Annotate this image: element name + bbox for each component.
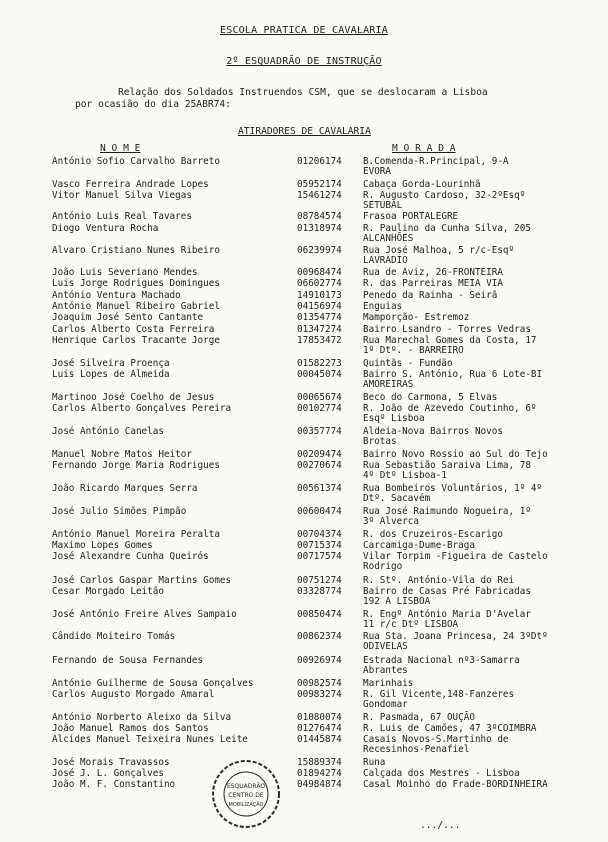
soldier-number: 00561374 [297,483,342,494]
soldier-address-cont: Abrantes [363,665,408,676]
soldier-address: R. Stº. António-Vila do Rei [363,575,515,586]
soldier-number: 00102774 [297,403,342,414]
soldier-number: 00715374 [297,540,342,551]
soldier-number: 00045074 [297,369,342,380]
column-header-address: M O R A D A [392,143,456,154]
stamp-text-bot: MOBILIZAÇÃO [228,802,264,808]
soldier-number: 00862374 [297,631,342,642]
soldier-name: Joaquim José Sento Cantante [52,312,204,323]
soldier-name: José António Canelas [52,426,164,437]
soldier-number: 00968474 [297,267,342,278]
soldier-address: R. Paulino da Cunha Silva, 205 [363,223,531,234]
soldier-name: Cândido Moiteiro Tomás [52,631,176,642]
soldier-name: António Manuel Ribeiro Gabriel [52,301,220,312]
soldier-name: José Silveira Proença [52,358,170,369]
soldier-name: António Sofio Carvalho Barreto [52,156,220,167]
soldier-address: Mamporção- Estremoz [363,312,470,323]
soldier-address-cont: ODIVELAS [363,641,408,652]
soldier-address: R. dos Cruzeiros-Escarigo [363,529,503,540]
soldier-address: R. Gil Vicente,148-Fanzeres [363,689,515,700]
soldier-number: 01080074 [297,712,342,723]
soldier-address-cont: 192 A LISBOA [363,596,431,607]
soldier-number: 01894274 [297,768,342,779]
soldier-address-cont: Dtº. Sacavém [363,493,431,504]
soldier-address: Casais Novos-S.Martinho de [363,734,509,745]
column-header-name: N O M E [100,143,141,154]
soldier-address: Cabaça Gorda-Lourinhã [363,179,481,190]
soldier-number: 01318974 [297,223,342,234]
stamp-text-mid: CENTRO DE [228,792,264,799]
soldier-number: 00270674 [297,460,342,471]
soldier-number: 00850474 [297,609,342,620]
soldier-number: 01445874 [297,734,342,745]
soldier-name: Fernando Jorge Maria Rodrigues [52,460,220,471]
soldier-address-cont: Brotas [363,436,397,447]
soldier-address: Frasoa PORTALEGRE [363,211,459,222]
soldier-address: Bairro Novo Rossio ao Sul do Tejo [363,449,548,460]
soldier-name: Martinoo José Coelho de Jesus [52,392,215,403]
stamp-text-top: ESQUADRÃO [226,783,266,790]
soldier-name: José Carlos Gaspar Martins Gomes [52,575,232,586]
soldier-number: 01347274 [297,324,342,335]
soldier-address: R. das Parreiras MEIA VIA [363,278,503,289]
soldier-address: Rua Sta. Joana Princesa, 24 3ºDtº [363,631,548,642]
soldier-name: José António Freire Alves Sampaio [52,609,237,620]
soldier-number: 08784574 [297,211,342,222]
soldier-name: Vasco Ferreira Andrade Lopes [52,179,209,190]
soldier-number: 00704374 [297,529,342,540]
soldier-address-cont: AMOREIRAS [363,379,414,390]
soldier-number: 06602774 [297,278,342,289]
soldier-number: 00982574 [297,678,342,689]
soldier-address-cont: 1º Dtº. - BARREIRO [363,345,464,356]
soldier-address: Penedo da Rainha - Seirã [363,290,498,301]
soldier-name: Luis Jorge Rodrigues Domingues [52,278,220,289]
soldier-name: João Manuel Ramos dos Santos [52,723,209,734]
soldier-address: B.Comenda-R.Principal, 9-A [363,156,509,167]
soldier-address: Enguias [363,301,403,312]
soldier-name: Maximo Lopes Gomes [52,540,153,551]
soldier-number: 00600474 [297,506,342,517]
soldier-address-cont: ALCANHÕES [363,233,414,244]
soldier-name: Alvaro Cristiano Nunes Ribeiro [52,245,220,256]
soldier-number: 00065674 [297,392,342,403]
soldier-address: R. Engº António Maria D'Avelar [363,609,531,620]
soldier-name: António Luis Real Tavares [52,211,192,222]
soldier-number: 00717574 [297,551,342,562]
soldier-address-cont: Gondomar [363,699,408,710]
soldier-name: José J. L. Gonçalves [52,768,164,779]
soldier-name: Manuel Nobre Matos Heitor [52,449,192,460]
soldier-address: Rua Sebastião Saraiva Lima, 78 [363,460,531,471]
soldier-address: Bairro de Casas Pré Fabricadas [363,586,531,597]
intro-line-1: Relação dos Soldados Instruendos CSM, que se deslocaram a Lisboa [118,87,488,98]
soldier-address: Rua José Raimundo Nogueira, 1º [363,506,531,517]
soldier-number: 14910173 [297,290,342,301]
soldier-address: Rua de Aviz, 26-FRONTEIRA [363,267,503,278]
soldier-name: António Norberto Aleixo da Silva [52,712,232,723]
soldier-number: 01276474 [297,723,342,734]
soldier-name: José Alexandre Cunha Queirós [52,551,209,562]
soldier-address: R. Luis de Camões, 47 3ºCOIMBRA [363,723,537,734]
soldier-name: Fernando de Sousa Fernandes [52,655,204,666]
squadron-title: 2º ESQUADRÃO DE INSTRUÇÃO [226,56,382,67]
soldier-number: 04156974 [297,301,342,312]
soldier-address-cont: 4º Dtº Lisboa-1 [363,470,447,481]
soldier-name: João Luis Severiano Mendes [52,267,198,278]
soldier-number: 06239974 [297,245,342,256]
soldier-name: Carlos Alberto Gonçalves Pereira [52,403,232,414]
soldier-name: Cesar Morgado Leitão [52,586,164,597]
soldier-address: Vilar Torpim -Figueira de Castelo [363,551,548,562]
soldier-name: Carlos Augusto Morgado Amaral [52,689,215,700]
soldier-address: Rua José Malhoa, 5 r/c-Esqº [363,245,515,256]
soldier-number: 01582273 [297,358,342,369]
soldier-number: 00209474 [297,449,342,460]
soldier-name: Luis Lopes de Almeida [52,369,170,380]
soldier-address-cont: 11 r/c Dtº LISBOA [363,619,459,630]
soldier-address: Casal Moinho do Frade-BORDINHEIRA [363,779,548,790]
soldier-address: Calçada dos Mestres - Lisboa [363,768,520,779]
intro-line-2: por ocasião do dia 25ABR74: [75,99,231,110]
soldier-address: Carcamiga-Dume-Braga [363,540,475,551]
school-title: ESCOLA PRATICA DE CAVALARIA [220,25,388,36]
soldier-number: 00926974 [297,655,342,666]
soldier-number: 05952174 [297,179,342,190]
soldier-address: Aldeia-Nova Bairros Novos [363,426,503,437]
soldier-number: 03328774 [297,586,342,597]
soldier-number: 01206174 [297,156,342,167]
soldier-name: João M. F. Constantino [52,779,176,790]
soldier-name: António Manuel Moreira Peralta [52,529,220,540]
soldier-number: 15889374 [297,757,342,768]
soldier-name: Alcides Manuel Teixeira Nunes Leite [52,734,248,745]
soldier-address: Bairro S. António, Rua 6 Lote-BI [363,369,543,380]
soldier-address: Rua Marechal Gomes da Costa, 17 [363,335,537,346]
soldier-address-cont: EVORA [363,166,391,177]
soldier-address: Bairro Lsandro - Torres Vedras [363,324,531,335]
soldier-number: 00983274 [297,689,342,700]
soldier-address-cont: Rodrigo [363,561,403,572]
soldier-name: José Julio Simões Pimpão [52,506,187,517]
soldier-name: Carlos Alberto Costa Ferreira [52,324,215,335]
official-stamp [210,758,282,830]
soldier-name: José Morais Travassos [52,757,170,768]
soldier-name: António Ventura Machado [52,290,181,301]
soldier-address-cont: Recesinhos-Penafiel [363,744,470,755]
soldier-address-cont: SETUBAL [363,200,403,211]
soldier-name: Diogo Ventura Rocha [52,223,159,234]
soldier-name: João Ricardo Marques Serra [52,483,198,494]
soldier-address: R. Pasmada, 67 OUÇÃO [363,712,475,723]
soldier-address: Estrada Nacional nº3-Samarra [363,655,520,666]
soldier-address-cont: Esqº Lisboa [363,413,425,424]
soldier-address: Beco do Carmona, 5 Elvas [363,392,498,403]
soldier-name: Vitor Manuel Silva Viegas [52,190,192,201]
soldier-address: R. Augusto Cardoso, 32-2ºEsqº [363,190,526,201]
soldier-address-cont: 3º Alverca [363,516,419,527]
soldier-address-cont: LAVRADIO [363,255,408,266]
soldier-address: R. João de Azevedo Coutinho, 6º [363,403,537,414]
soldier-name: Henrique Carlos Tracante Jorge [52,335,220,346]
section-title: ATIRADORES DE CAVALARIA [238,126,371,137]
soldier-number: 17853472 [297,335,342,346]
continuation-mark: .../... [420,820,461,831]
soldier-address: Quintãs - Fundão [363,358,453,369]
soldier-address: Marinhais [363,678,414,689]
soldier-number: 15461274 [297,190,342,201]
soldier-number: 04984874 [297,779,342,790]
soldier-address: Rua Bombeiros Voluntários, 1º 4º [363,483,543,494]
soldier-number: 01354774 [297,312,342,323]
soldier-name: António Guilherme de Sousa Gonçalves [52,678,254,689]
soldier-address: Runa [363,757,386,768]
soldier-number: 00751274 [297,575,342,586]
soldier-number: 00357774 [297,426,342,437]
